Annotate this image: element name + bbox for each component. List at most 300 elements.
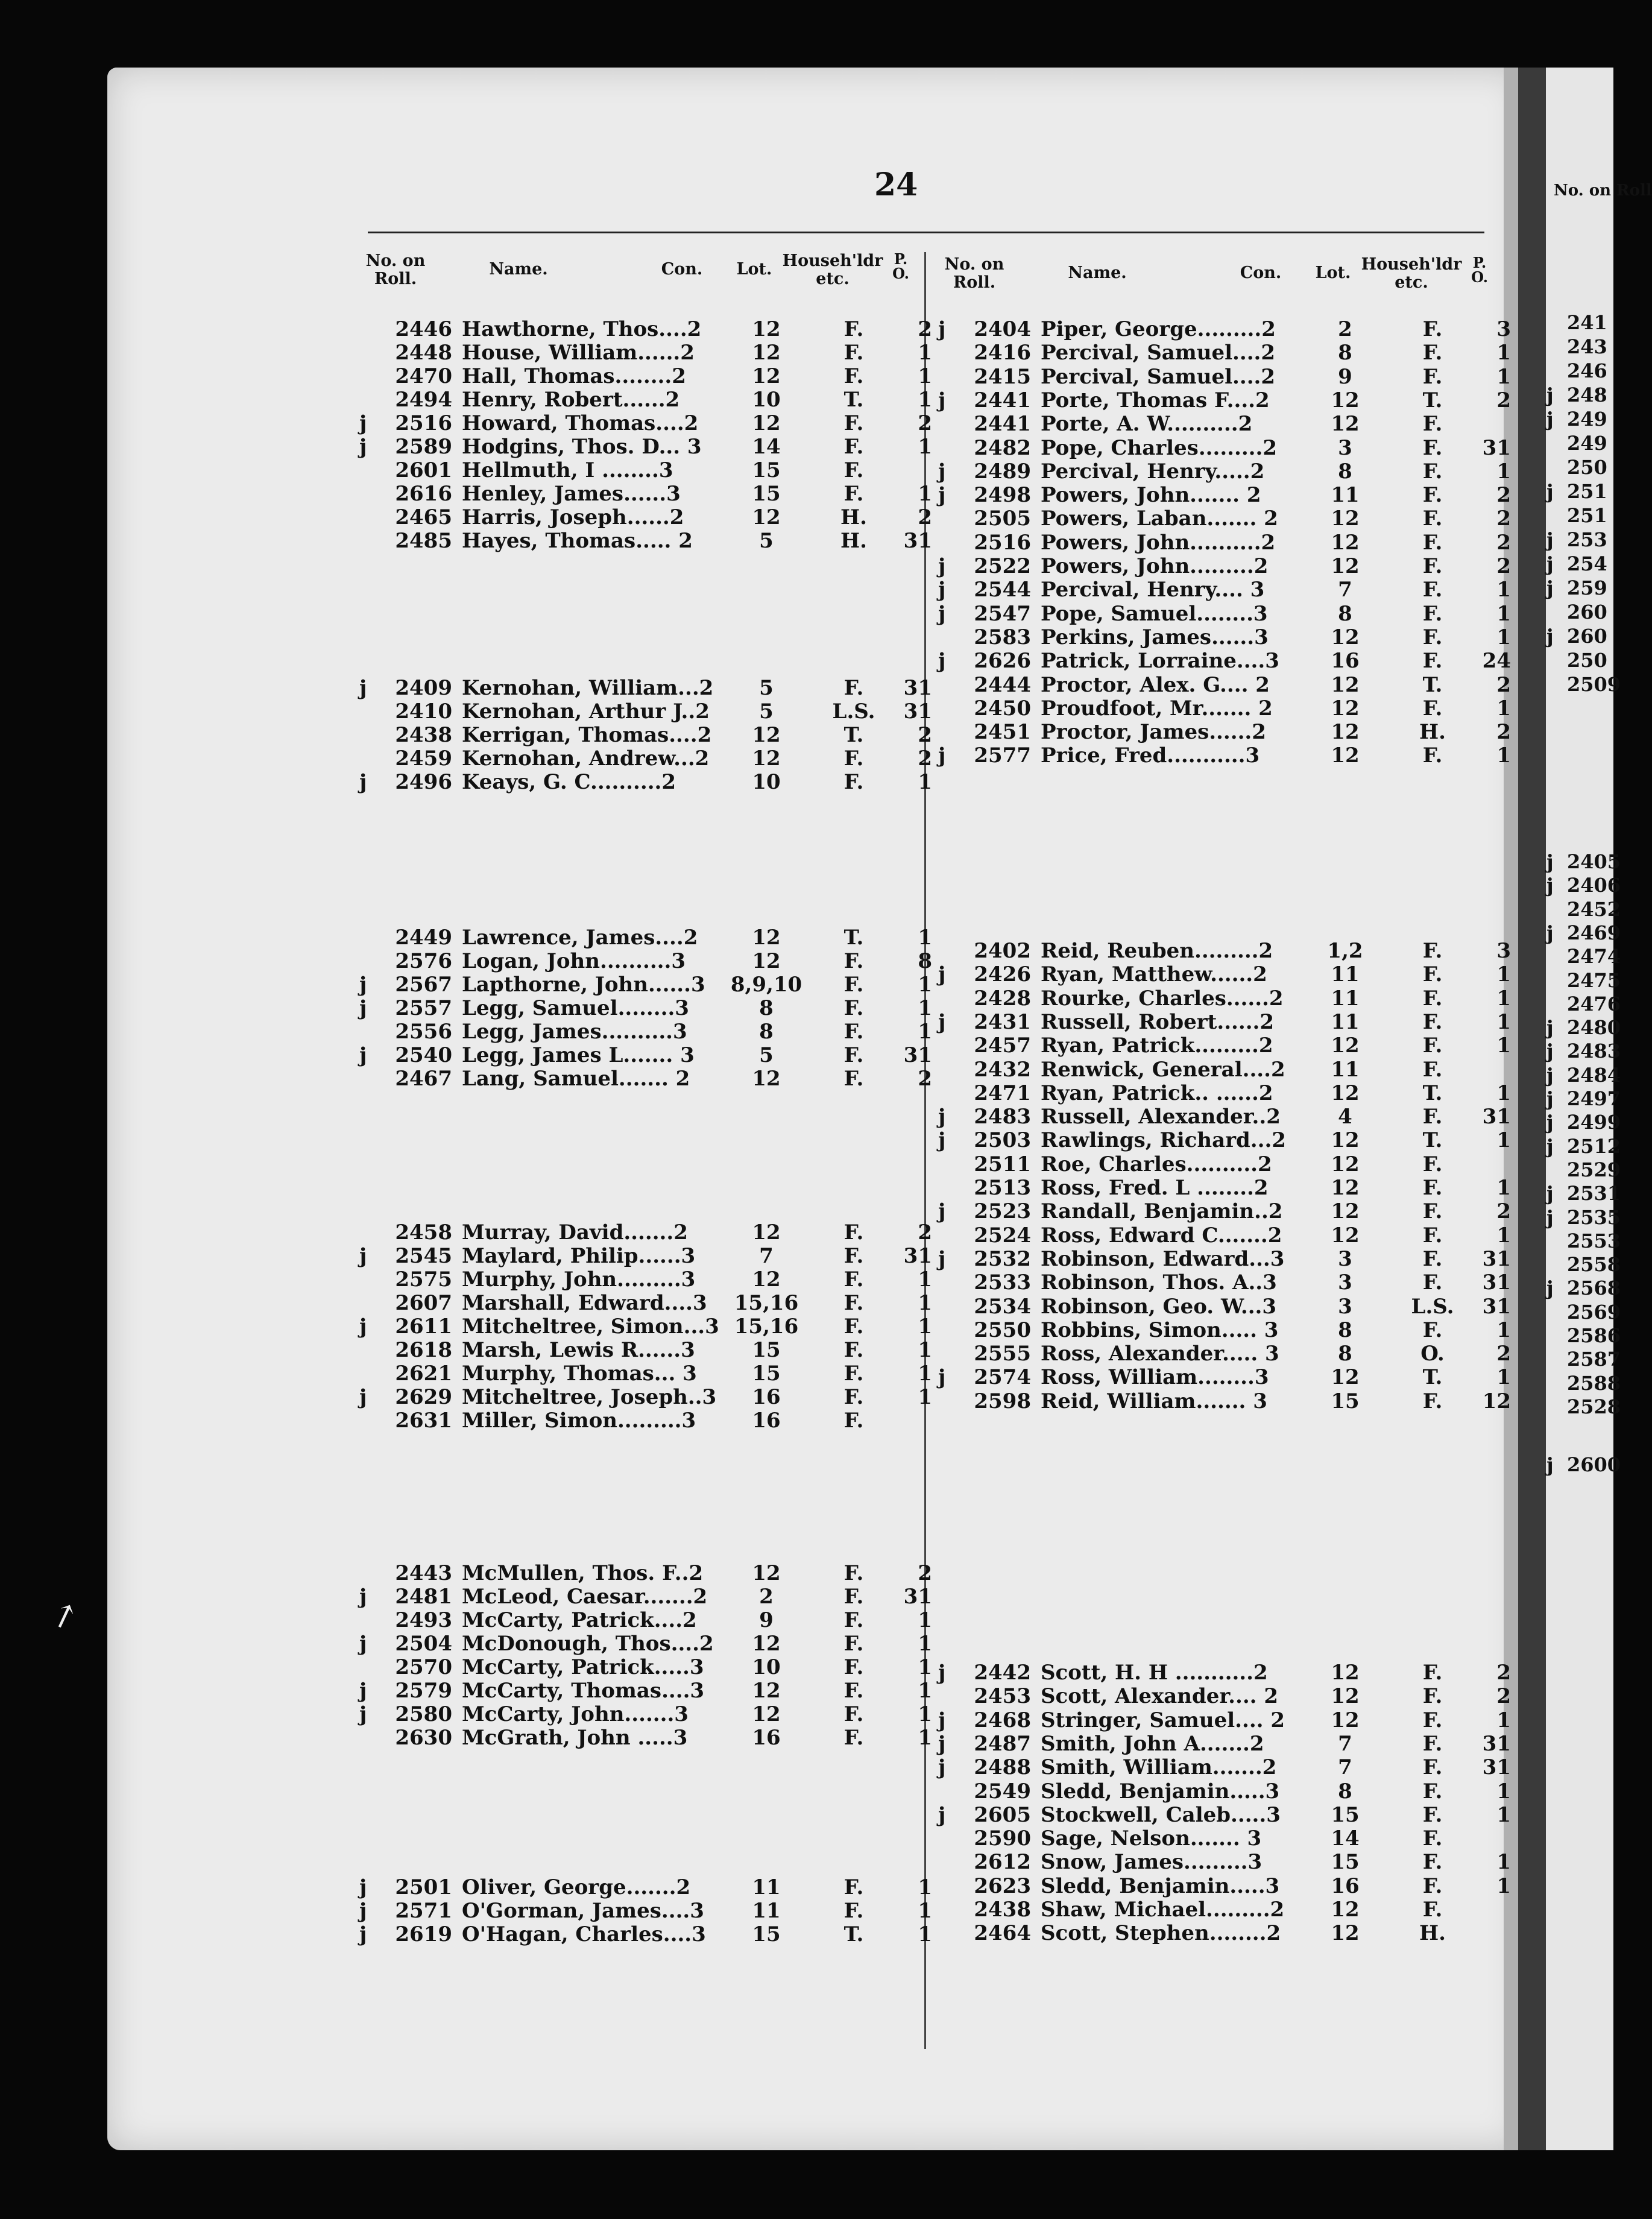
voter-row — [938, 649, 1511, 673]
post-office-code: 1 — [918, 770, 932, 794]
roll-number: 2494 — [395, 388, 452, 412]
roll-number: 249 — [1567, 432, 1607, 455]
household-status: T. — [843, 388, 864, 412]
j-marker: j — [359, 435, 367, 459]
post-office-code: 1 — [1496, 1803, 1511, 1827]
roll-number: 2453 — [974, 1684, 1031, 1708]
voter-name: Ryan, Patrick.. ......2 — [1041, 1081, 1273, 1105]
voter-name: Henley, James......3 — [462, 482, 681, 506]
voter-name: Percival, Henry.... 3 — [1041, 578, 1265, 602]
j-marker: j — [1546, 480, 1554, 503]
voter-row — [359, 1267, 932, 1292]
post-office-code: 3 — [1496, 317, 1511, 341]
roll-number: 2485 — [395, 529, 452, 553]
lot-number: 8,9,10 — [730, 973, 802, 997]
lot-number: 12 — [1331, 531, 1360, 555]
roll-number: 2556 — [395, 1020, 452, 1044]
lot-number: 12 — [1331, 1661, 1360, 1685]
roll-number: 241 — [1567, 311, 1607, 334]
roll-number: 2529 — [1567, 1158, 1621, 1181]
voter-row — [938, 1850, 1511, 1874]
post-office-code: 2 — [918, 411, 932, 435]
household-status: F. — [843, 1875, 864, 1899]
lot-number: 12 — [752, 1679, 781, 1703]
post-office-code: 1 — [918, 341, 932, 365]
voter-row — [359, 747, 932, 771]
voter-row — [359, 411, 932, 435]
lot-number: 5 — [759, 529, 774, 553]
household-status: F. — [1422, 1661, 1443, 1685]
post-office-code: 2 — [918, 1561, 932, 1585]
post-office-code: 1 — [1496, 743, 1511, 768]
roll-number: 2405 — [1567, 850, 1621, 873]
right-voter-list — [938, 0, 1511, 2219]
j-marker: j — [1546, 408, 1554, 431]
household-status: T. — [1422, 388, 1443, 412]
post-office-code: 1 — [918, 435, 932, 459]
lot-number: 12 — [1331, 1152, 1360, 1176]
voter-name: McCarty, Patrick.....3 — [462, 1655, 704, 1679]
post-office-code: 1 — [1496, 341, 1511, 365]
roll-number: 2459 — [395, 747, 452, 771]
voter-name: Ryan, Patrick.........2 — [1041, 1034, 1273, 1058]
roll-number: 2470 — [395, 364, 452, 388]
j-marker: j — [1546, 1206, 1554, 1229]
voter-name: Sledd, Benjamin.....3 — [1041, 1779, 1280, 1804]
j-marker: j — [359, 1585, 367, 1609]
post-office-code: 31 — [1482, 1755, 1511, 1779]
post-office-code: 1 — [1496, 1874, 1511, 1898]
roll-number: 2579 — [395, 1679, 452, 1703]
voter-name: Mitcheltree, Simon...3 — [462, 1315, 719, 1339]
post-office-code: 1 — [918, 1875, 932, 1899]
roll-number: 2409 — [395, 676, 452, 700]
roll-number: 2469 — [1567, 921, 1621, 944]
voter-row — [938, 436, 1511, 460]
voter-name: Pope, Charles.........2 — [1041, 436, 1278, 460]
j-marker: j — [359, 1385, 367, 1409]
voter-name: McCarty, John.......3 — [462, 1702, 689, 1726]
household-status: F. — [843, 482, 864, 506]
household-status: F. — [1422, 1874, 1443, 1898]
voter-name: Russell, Robert......2 — [1041, 1010, 1275, 1034]
post-office-code: 2 — [1496, 1661, 1511, 1685]
post-office-code: 2 — [918, 1220, 932, 1245]
roll-number: 2533 — [974, 1270, 1031, 1295]
roll-number: 2544 — [974, 578, 1031, 602]
voter-row — [938, 341, 1511, 365]
household-status: F. — [1422, 1176, 1443, 1200]
roll-number: 2498 — [974, 483, 1031, 507]
lot-number: 1,2 — [1327, 939, 1363, 963]
voter-row — [938, 1199, 1511, 1223]
voter-row — [359, 1244, 932, 1268]
voter-name: Powers, John..........2 — [1041, 531, 1276, 555]
lot-number: 12 — [752, 505, 781, 529]
voter-name: O'Hagan, Charles....3 — [462, 1922, 706, 1946]
lot-number: 12 — [752, 411, 781, 435]
voter-name: Rourke, Charles......2 — [1041, 986, 1284, 1011]
post-office-code: 1 — [1496, 1034, 1511, 1058]
household-status: F. — [843, 973, 864, 997]
lot-number: 12 — [1331, 1708, 1360, 1732]
roll-number: 254 — [1567, 552, 1607, 575]
household-status: F. — [843, 1561, 864, 1585]
j-marker: j — [1546, 874, 1554, 897]
header-name: Name. — [489, 260, 548, 279]
post-office-code: 2 — [1496, 720, 1511, 744]
household-status: H. — [840, 505, 867, 529]
voter-row — [938, 939, 1511, 963]
voter-name: Scott, Alexander.... 2 — [1041, 1684, 1279, 1708]
lot-number: 12 — [1331, 1365, 1360, 1389]
voter-row — [359, 1702, 932, 1726]
voter-row — [359, 1220, 932, 1245]
post-office-code: 2 — [1496, 1199, 1511, 1223]
household-status: F. — [1422, 939, 1443, 963]
roll-number: 260 — [1567, 625, 1607, 648]
voter-row — [359, 973, 932, 997]
voter-row — [359, 676, 932, 700]
voter-row — [938, 1826, 1499, 1851]
roll-number: 2450 — [974, 696, 1031, 721]
j-marker: j — [1546, 1016, 1554, 1039]
post-office-code: 1 — [918, 1899, 932, 1923]
roll-number: 2426 — [974, 962, 1031, 986]
roll-number: 2619 — [395, 1922, 452, 1946]
roll-number: 2513 — [974, 1176, 1031, 1200]
voter-row — [359, 1362, 932, 1386]
roll-number: 2489 — [974, 459, 1031, 484]
lot-number: 7 — [1338, 1755, 1352, 1779]
voter-row — [938, 1365, 1511, 1389]
voter-name: Sledd, Benjamin.....3 — [1041, 1874, 1280, 1898]
voter-row — [359, 1561, 932, 1585]
voter-row — [938, 1081, 1511, 1105]
roll-number: 2404 — [974, 317, 1031, 341]
voter-row — [359, 529, 932, 553]
voter-row — [938, 986, 1511, 1011]
roll-number: 2583 — [974, 625, 1031, 649]
roll-number: 2428 — [974, 986, 1031, 1011]
household-status: F. — [843, 1585, 864, 1609]
household-status: F. — [1422, 1058, 1443, 1082]
household-status: F. — [843, 1608, 864, 1632]
voter-row — [938, 1128, 1511, 1152]
post-office-code: 1 — [1496, 1081, 1511, 1105]
lot-number: 12 — [752, 747, 781, 771]
roll-number: 2431 — [974, 1010, 1031, 1034]
roll-number: 2496 — [395, 770, 452, 794]
household-status: L.S. — [832, 699, 875, 724]
household-status: F. — [1422, 962, 1443, 986]
post-office-code: 1 — [918, 1608, 932, 1632]
lot-number: 15 — [1331, 1803, 1360, 1827]
lot-number: 12 — [1331, 412, 1360, 436]
roll-number: 2451 — [974, 720, 1031, 744]
j-marker: j — [1546, 552, 1554, 575]
lot-number: 5 — [759, 1043, 774, 1067]
j-marker: j — [359, 1043, 367, 1067]
j-marker: j — [938, 1105, 946, 1129]
j-marker: j — [1546, 1111, 1554, 1134]
voter-name: Murphy, Thomas... 3 — [462, 1362, 697, 1386]
lot-number: 8 — [1338, 1779, 1352, 1804]
post-office-code: 2 — [918, 723, 932, 747]
household-status: F. — [1422, 1803, 1443, 1827]
j-marker: j — [938, 743, 946, 768]
lot-number: 12 — [752, 723, 781, 747]
household-status: F. — [1422, 412, 1443, 436]
post-office-code: 2 — [1496, 554, 1511, 578]
voter-row — [359, 388, 932, 412]
roll-number: 2547 — [974, 602, 1031, 626]
voter-name: Sage, Nelson....... 3 — [1041, 1826, 1262, 1851]
voter-row — [938, 1152, 1499, 1176]
roll-number: 2621 — [395, 1362, 452, 1386]
household-status: F. — [1422, 1826, 1443, 1851]
lot-number: 3 — [1338, 1270, 1352, 1295]
household-status: F. — [1422, 1898, 1443, 1922]
post-office-code: 2 — [918, 1067, 932, 1091]
household-status: F. — [843, 1385, 864, 1409]
lot-number: 12 — [1331, 743, 1360, 768]
roll-number: 2449 — [395, 926, 452, 950]
lot-number: 12 — [1331, 1128, 1360, 1152]
roll-number: 2574 — [974, 1365, 1031, 1389]
voter-row — [938, 1270, 1511, 1295]
lot-number: 5 — [759, 676, 774, 700]
voter-name: Harris, Joseph......2 — [462, 505, 684, 529]
voter-row — [359, 341, 932, 365]
post-office-code: 31 — [903, 1244, 932, 1268]
lot-number: 2 — [759, 1585, 774, 1609]
voter-name: Stringer, Samuel.... 2 — [1041, 1708, 1285, 1732]
lot-number: 12 — [752, 1561, 781, 1585]
voter-row — [938, 1921, 1499, 1945]
lot-number: 16 — [1331, 649, 1360, 673]
post-office-code: 31 — [1482, 1270, 1511, 1295]
voter-row — [938, 1708, 1511, 1732]
lot-number: 12 — [1331, 696, 1360, 721]
post-office-code: 1 — [918, 1362, 932, 1386]
roll-number: 2605 — [974, 1803, 1031, 1827]
roll-number: 2402 — [974, 939, 1031, 963]
lot-number: 12 — [752, 949, 781, 973]
lot-number: 12 — [752, 1267, 781, 1292]
lot-number: 8 — [759, 1020, 774, 1044]
household-status: F. — [1422, 1223, 1443, 1248]
post-office-code: 1 — [1496, 1779, 1511, 1804]
post-office-code: 2 — [1496, 483, 1511, 507]
j-marker: j — [938, 1803, 946, 1827]
voter-row — [938, 554, 1511, 578]
lot-number: 3 — [1338, 1247, 1352, 1271]
voter-name: Porte, Thomas F....2 — [1041, 388, 1270, 412]
roll-number: 2484 — [1567, 1064, 1621, 1087]
voter-row — [359, 1632, 932, 1656]
lot-number: 12 — [752, 1220, 781, 1245]
post-office-code: 1 — [918, 926, 932, 950]
voter-name: Hellmuth, I ........3 — [462, 458, 673, 482]
voter-row — [938, 625, 1511, 649]
j-marker: j — [938, 1365, 946, 1389]
household-status: F. — [843, 1020, 864, 1044]
voter-name: McMullen, Thos. F..2 — [462, 1561, 704, 1585]
voter-row — [938, 1010, 1511, 1034]
roll-number: 2568 — [1567, 1277, 1621, 1299]
post-office-code: 1 — [918, 364, 932, 388]
post-office-code: 31 — [1482, 436, 1511, 460]
voter-name: Powers, John....... 2 — [1041, 483, 1261, 507]
j-marker: j — [938, 1732, 946, 1756]
voter-name: Stockwell, Caleb.....3 — [1041, 1803, 1281, 1827]
j-marker: j — [359, 1875, 367, 1899]
roll-number: 2588 — [1567, 1372, 1621, 1395]
voter-row — [938, 459, 1511, 484]
roll-number: 2601 — [395, 458, 452, 482]
voter-row — [359, 949, 932, 973]
j-marker: j — [359, 996, 367, 1020]
j-marker: j — [1546, 1040, 1554, 1062]
voter-name: Legg, James L....... 3 — [462, 1043, 695, 1067]
voter-row — [938, 1176, 1511, 1200]
j-marker: j — [1546, 850, 1554, 873]
voter-row — [938, 1898, 1499, 1922]
post-office-code: 2 — [1496, 531, 1511, 555]
roll-number: 2481 — [395, 1585, 452, 1609]
voter-row — [359, 1922, 932, 1946]
lot-number: 4 — [1338, 1105, 1352, 1129]
roll-number: 246 — [1567, 359, 1607, 382]
lot-number: 10 — [752, 1655, 781, 1679]
voter-name: Kernohan, Andrew...2 — [462, 747, 710, 771]
voter-row — [359, 1899, 932, 1923]
post-office-code: 2 — [1496, 388, 1511, 412]
voter-name: Percival, Samuel....2 — [1041, 365, 1276, 389]
voter-name: Lawrence, James....2 — [462, 926, 698, 950]
post-office-code: 1 — [918, 973, 932, 997]
household-status: F. — [1422, 531, 1443, 555]
lot-number: 12 — [752, 1702, 781, 1726]
voter-row — [359, 1067, 932, 1091]
roll-number: 2475 — [1567, 969, 1621, 992]
roll-number: 2629 — [395, 1385, 452, 1409]
roll-number: 2571 — [395, 1899, 452, 1923]
voter-row — [359, 1291, 932, 1315]
roll-number: 2410 — [395, 699, 452, 724]
roll-number: 2441 — [974, 412, 1031, 436]
j-marker: j — [938, 1199, 946, 1223]
roll-number: 2586 — [1567, 1324, 1621, 1347]
voter-row — [359, 1585, 932, 1609]
voter-row — [938, 507, 1511, 531]
voter-name: Ross, Alexander..... 3 — [1041, 1342, 1279, 1366]
post-office-code: 1 — [918, 1267, 932, 1292]
voter-name: Rawlings, Richard...2 — [1041, 1128, 1286, 1152]
voter-row — [938, 1684, 1511, 1708]
j-marker: j — [359, 1315, 367, 1339]
j-marker: j — [359, 676, 367, 700]
lot-number: 15 — [752, 1338, 781, 1362]
lot-number: 5 — [759, 699, 774, 724]
roll-number: 2448 — [395, 341, 452, 365]
j-marker: j — [359, 411, 367, 435]
lot-number: 15 — [752, 1922, 781, 1946]
voter-name: Pope, Samuel........3 — [1041, 602, 1268, 626]
lot-number: 7 — [1338, 578, 1352, 602]
roll-number: 2528 — [1567, 1395, 1621, 1418]
voter-name: Proctor, Alex. G.... 2 — [1041, 673, 1270, 697]
voter-name: Robinson, Thos. A..3 — [1041, 1270, 1277, 1295]
voter-name: Ross, Fred. L ........2 — [1041, 1176, 1269, 1200]
roll-number: 250 — [1567, 456, 1607, 479]
roll-number: 2488 — [974, 1755, 1031, 1779]
roll-number: 2474 — [1567, 945, 1621, 968]
voter-row — [359, 458, 920, 482]
household-status: F. — [1422, 1318, 1443, 1342]
household-status: F. — [1422, 317, 1443, 341]
voter-name: Hawthorne, Thos....2 — [462, 317, 702, 341]
household-status: F. — [1422, 507, 1443, 531]
lot-number: 15 — [752, 458, 781, 482]
j-marker: j — [1546, 1135, 1554, 1158]
lot-number: 8 — [1338, 341, 1352, 365]
household-status: F. — [843, 949, 864, 973]
voter-row — [938, 1034, 1511, 1058]
voter-name: Lang, Samuel....... 2 — [462, 1067, 690, 1091]
roll-number: 2570 — [395, 1655, 452, 1679]
household-status: T. — [843, 723, 864, 747]
lot-number: 12 — [752, 1632, 781, 1656]
roll-number: 2476 — [1567, 993, 1621, 1015]
post-office-code: 1 — [1496, 696, 1511, 721]
post-office-code: 1 — [918, 1291, 932, 1315]
j-marker: j — [938, 554, 946, 578]
roll-number: 249 — [1567, 408, 1607, 431]
voter-name: McGrath, John .....3 — [462, 1726, 688, 1750]
post-office-code: 31 — [903, 1043, 932, 1067]
household-status: F. — [1422, 341, 1443, 365]
post-office-code: 8 — [918, 949, 932, 973]
left-voter-list — [359, 0, 932, 2219]
post-office-code: 2 — [1496, 1342, 1511, 1366]
post-office-code: 1 — [1496, 1365, 1511, 1389]
lot-number: 8 — [1338, 1318, 1352, 1342]
lot-number: 11 — [1331, 1010, 1360, 1034]
household-status: F. — [843, 411, 864, 435]
roll-number: 2468 — [974, 1708, 1031, 1732]
voter-name: Logan, John..........3 — [462, 949, 686, 973]
roll-number: 2531 — [1567, 1182, 1621, 1205]
j-marker: j — [1546, 1182, 1554, 1205]
post-office-code: 31 — [903, 1585, 932, 1609]
lot-number: 12 — [752, 364, 781, 388]
lot-number: 15 — [752, 482, 781, 506]
roll-number: 2512 — [1567, 1135, 1621, 1158]
j-marker: j — [938, 317, 946, 341]
lot-number: 8 — [1338, 602, 1352, 626]
roll-number: 2505 — [974, 507, 1031, 531]
lot-number: 7 — [759, 1244, 774, 1268]
household-status: F. — [843, 1220, 864, 1245]
lot-number: 14 — [752, 435, 781, 459]
post-office-code: 1 — [918, 1726, 932, 1750]
household-status: F. — [843, 1362, 864, 1386]
household-status: F. — [1422, 1708, 1443, 1732]
household-status: F. — [1422, 1732, 1443, 1756]
voter-row — [359, 723, 932, 747]
